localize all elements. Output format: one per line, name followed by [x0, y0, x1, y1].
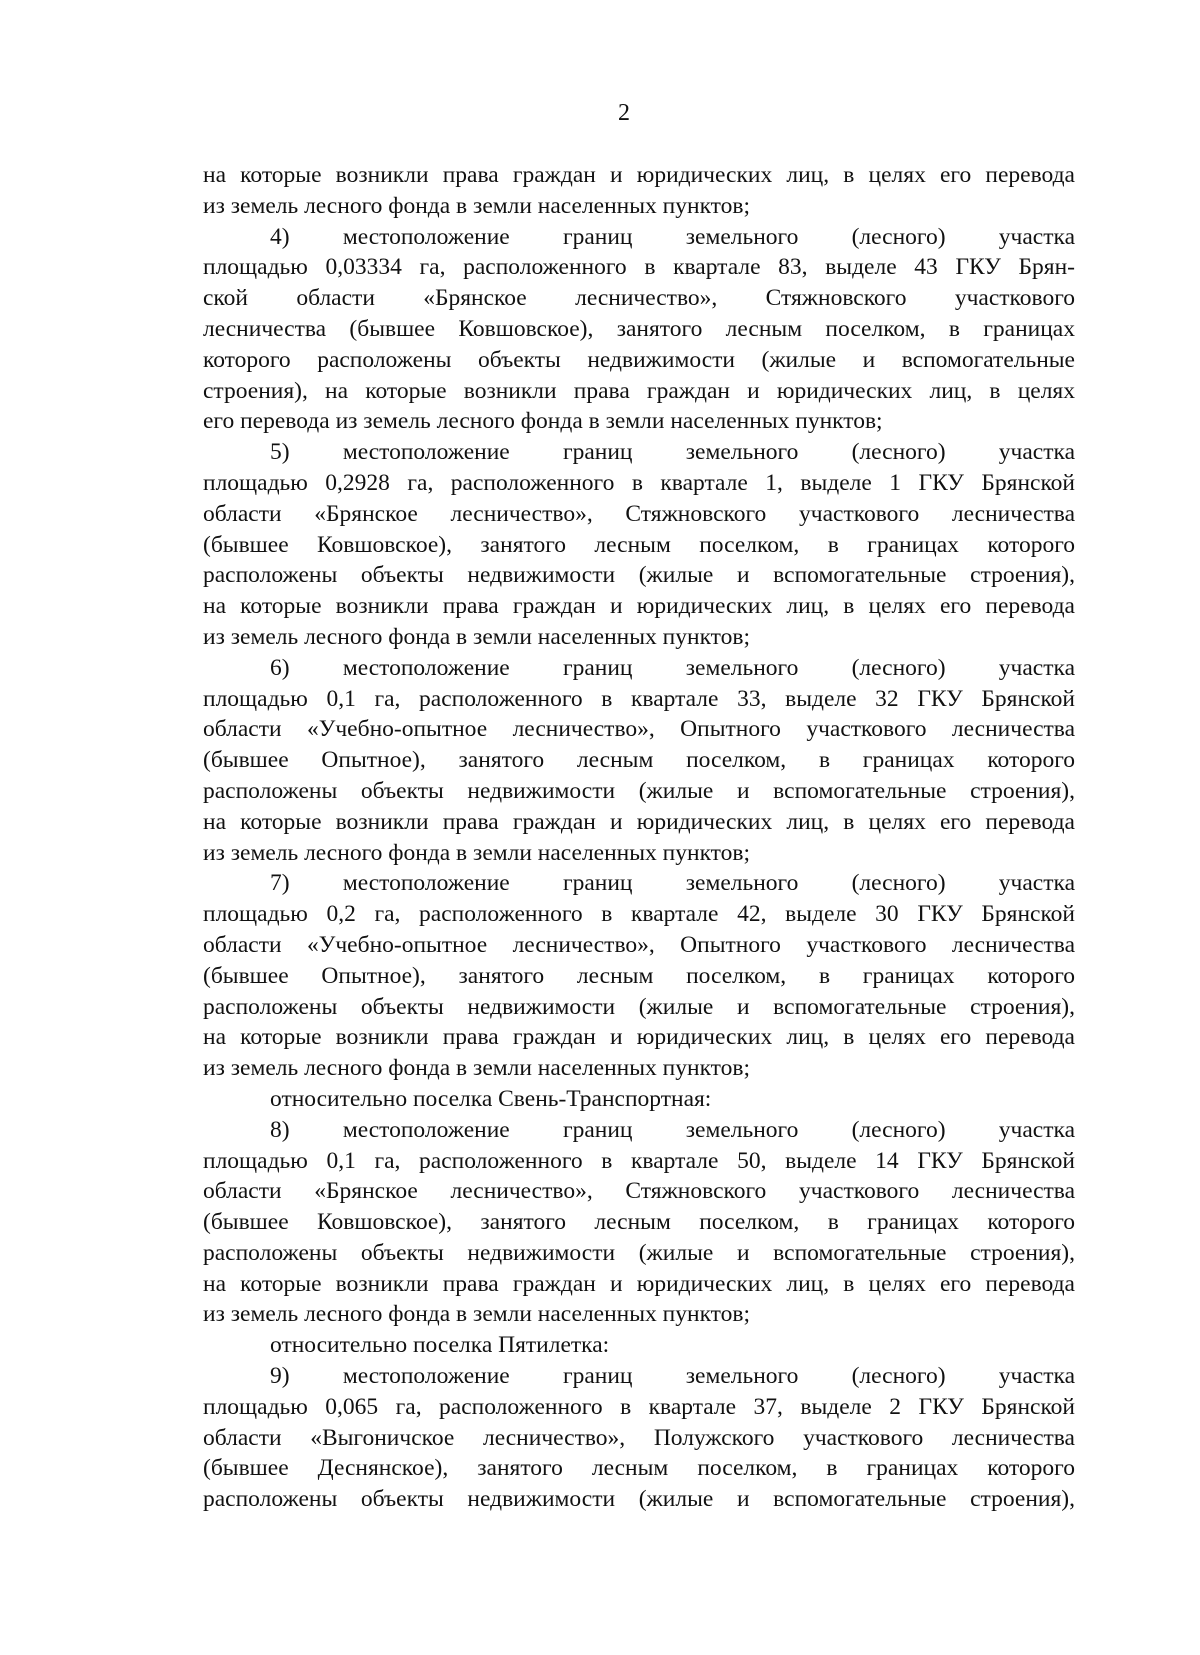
list-item-5: [203, 437, 1075, 653]
section-heading-sven: [203, 1084, 1075, 1115]
text-line: площадью 0,2928 га, расположенного в квартале 1, выделе 1 ГКУ Брянской: [203, 469, 1075, 496]
text-line: лесничества (бывшее Ковшовское), занятого лесным поселком, в границах: [203, 315, 1075, 342]
text-line: (бывшее Ковшовское), занятого лесным поселком, в границах которого: [203, 531, 1075, 558]
text-line: площадью 0,1 га, расположенного в квартале 50, выделе 14 ГКУ Брянской: [203, 1147, 1075, 1174]
list-item-7: [203, 868, 1075, 1084]
text-line: 5) местоположение границ земельного (лесного) участка: [270, 439, 1075, 466]
text-line: площадью 0,065 га, расположенного в квартале 37, выделе 2 ГКУ Брянской: [203, 1393, 1075, 1420]
text-line: области «Брянское лесничество», Стяжновского участкового лесничества: [203, 1178, 1075, 1205]
list-item-8: [203, 1115, 1075, 1331]
text-line: области «Выгоничское лесничество», Полужского участкового лесничества: [203, 1424, 1075, 1451]
text-line: ской области «Брянское лесничество», Стяжновского участкового: [203, 285, 1075, 312]
text-line: 9) местоположение границ земельного (лесного) участка: [270, 1363, 1075, 1390]
text-line: (бывшее Ковшовское), занятого лесным поселком, в границах которого: [203, 1209, 1075, 1236]
text-line: его перевода из земель лесного фонда в земли населенных пунктов;: [203, 408, 883, 435]
text-line: которого расположены объекты недвижимости (жилые и вспомогательные: [203, 346, 1075, 373]
text-line: области «Учебно-опытное лесничество», Опытного участкового лесничества: [203, 931, 1075, 958]
paragraph-continuation: [203, 160, 1075, 222]
text-line: расположены объекты недвижимости (жилые и вспомогательные строения),: [203, 562, 1075, 589]
text-line: на которые возникли права граждан и юридических лиц, в целях его перевода: [203, 162, 1075, 188]
page-number: 2: [618, 100, 630, 126]
text-line: площадью 0,03334 га, расположенного в квартале 83, выделе 43 ГКУ Брян-: [203, 254, 1075, 281]
text-line: из земель лесного фонда в земли населенных пунктов;: [203, 1301, 751, 1328]
text-line: на которые возникли права граждан и юридических лиц, в целях его перевода: [203, 1270, 1075, 1297]
text-line: 7) местоположение границ земельного (лесного) участка: [270, 870, 1075, 897]
text-line: строения), на которые возникли права граждан и юридических лиц, в целях: [203, 377, 1075, 404]
list-item-6: [203, 653, 1075, 869]
text-line: из земель лесного фонда в земли населенных пунктов;: [203, 839, 751, 866]
text-line: (бывшее Опытное), занятого лесным поселком, в границах которого: [203, 747, 1075, 774]
document-body: [203, 160, 1075, 1515]
text-line: 8) местоположение границ земельного (лесного) участка: [270, 1116, 1075, 1143]
text-line: расположены объекты недвижимости (жилые и вспомогательные строения),: [203, 777, 1075, 804]
text-line: области «Учебно-опытное лесничество», Опытного участкового лесничества: [203, 716, 1075, 743]
text-line: расположены объекты недвижимости (жилые и вспомогательные строения),: [203, 1486, 1075, 1513]
text-line: относительно поселка Пятилетка:: [270, 1332, 610, 1359]
text-line: из земель лесного фонда в земли населенных пунктов;: [203, 623, 751, 650]
section-heading-pyatiletka: [203, 1330, 1075, 1361]
text-line: на которые возникли права граждан и юридических лиц, в целях его перевода: [203, 593, 1075, 620]
text-line: расположены объекты недвижимости (жилые и вспомогательные строения),: [203, 1239, 1075, 1266]
text-line: 6) местоположение границ земельного (лесного) участка: [270, 654, 1075, 681]
text-line: площадью 0,2 га, расположенного в квартале 42, выделе 30 ГКУ Брянской: [203, 901, 1075, 928]
text-line: на которые возникли права граждан и юридических лиц, в целях его перевода: [203, 1024, 1075, 1051]
list-item-4: [203, 222, 1075, 438]
text-line: из земель лесного фонда в земли населенных пунктов;: [203, 1055, 751, 1082]
text-line: области «Брянское лесничество», Стяжновского участкового лесничества: [203, 500, 1075, 527]
text-line: из земель лесного фонда в земли населенных пунктов;: [203, 192, 751, 219]
text-line: 4) местоположение границ земельного (лесного) участка: [270, 223, 1075, 250]
list-item-9: [203, 1361, 1075, 1515]
text-line: относительно поселка Свень-Транспортная:: [270, 1085, 712, 1112]
text-line: расположены объекты недвижимости (жилые и вспомогательные строения),: [203, 993, 1075, 1020]
text-line: на которые возникли права граждан и юридических лиц, в целях его перевода: [203, 808, 1075, 835]
text-line: (бывшее Деснянское), занятого лесным поселком, в границах которого: [203, 1455, 1075, 1482]
text-line: (бывшее Опытное), занятого лесным поселком, в границах которого: [203, 962, 1075, 989]
text-line: площадью 0,1 га, расположенного в квартале 33, выделе 32 ГКУ Брянской: [203, 685, 1075, 712]
